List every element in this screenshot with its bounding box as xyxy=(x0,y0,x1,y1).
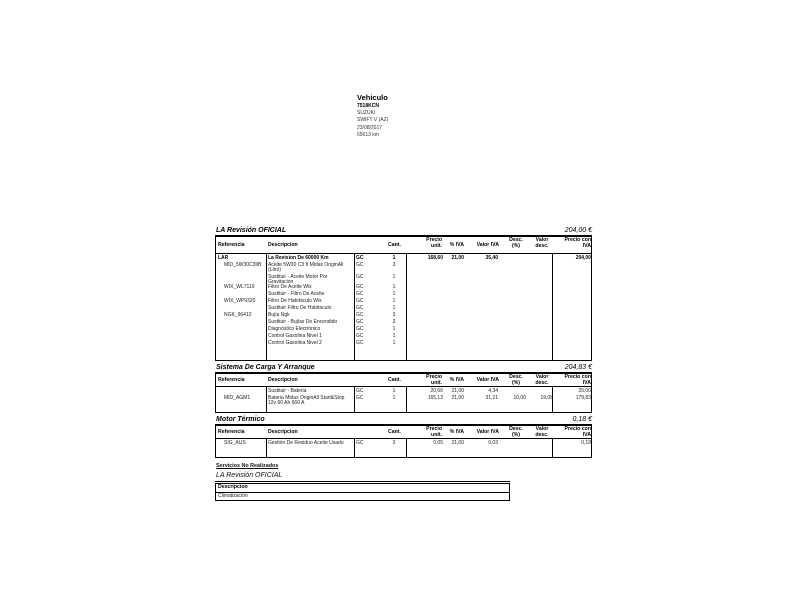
cell-pct: 21,00 xyxy=(451,440,464,446)
col-header-descripcion: Descripcion xyxy=(218,484,248,490)
section-title-motor: Motor Térmico xyxy=(216,416,265,423)
col-header-dpct: Desc. (%) xyxy=(509,237,523,249)
table-row xyxy=(216,441,591,454)
cell-ref: WIX_WP9320 xyxy=(224,298,256,304)
vehicle-date: 23/08/2017 xyxy=(357,124,383,131)
cell-cant: 1 xyxy=(392,340,396,346)
table-row xyxy=(216,341,591,348)
cell-pct: 21,00 xyxy=(451,255,464,261)
table-header xyxy=(216,237,591,254)
vehicle-brand: SUZUKI xyxy=(357,110,376,117)
cell-desc: Control Gasolina Nivel 1 xyxy=(268,333,322,339)
cell-gc: GC xyxy=(356,395,364,401)
col-header-iva: Valor IVA xyxy=(476,241,499,248)
col-header-ref: Referencia xyxy=(218,241,245,248)
col-header-precio: Precio unit. xyxy=(426,374,442,386)
cell-gc: GC xyxy=(356,305,364,311)
col-header-desc: Descripcion xyxy=(268,376,298,383)
col-header-cant: Cant. xyxy=(388,376,401,383)
cell-precio: 0,05 xyxy=(433,440,443,446)
cell-gc: GC xyxy=(356,262,364,268)
col-header-pct: % IVA xyxy=(449,376,464,383)
col-header-total: Precio con IVA xyxy=(564,426,591,438)
cell-cant: 3 xyxy=(392,262,396,268)
cell-desc: Control Gasolina Nivel 2 xyxy=(268,340,322,346)
cell-dval: 19,08 xyxy=(540,395,553,401)
col-header-precio: Precio unit. xyxy=(426,426,442,438)
cell-total: 25,00 xyxy=(578,388,591,394)
cell-desc: Sustituir - Aceite Motor Por Gravitacion xyxy=(268,274,328,286)
cell-gc: GC xyxy=(356,319,364,325)
cell-cant: 1 xyxy=(392,274,396,280)
cell-desc: Bujía Ngk xyxy=(268,312,290,318)
col-header-cant: Cant. xyxy=(388,241,401,248)
cell-desc: Sustituir - Bujías De Encendido xyxy=(268,319,338,325)
cell-gc: GC xyxy=(356,440,364,446)
section-divider xyxy=(215,481,510,482)
col-header-pct: % IVA xyxy=(449,241,464,248)
cell-cant: 1 xyxy=(392,388,396,394)
cell-desc: Filtro De Aceite Wix xyxy=(268,284,312,290)
cell-cant: 1 xyxy=(392,284,396,290)
not-done-title: LA Revisión OFICIAL xyxy=(216,472,283,479)
vehicle-title: Vehiculo xyxy=(357,93,388,102)
cell-gc: GC xyxy=(356,312,364,318)
cell-gc: GC xyxy=(356,274,364,280)
vehicle-info xyxy=(357,92,388,139)
cell-total: 179,83 xyxy=(575,395,591,401)
cell-desc: La Revision De 60000 Km xyxy=(268,255,329,261)
cell-cant: 3 xyxy=(392,319,396,325)
section-title-carga: Sistema De Carga Y Arranque xyxy=(216,364,315,371)
cell-cant: 3 xyxy=(392,312,396,318)
col-header-ref: Referencia xyxy=(218,428,245,435)
vehicle-plate: 7518KCN xyxy=(357,103,379,109)
cell-ref: NGK_96412 xyxy=(224,312,252,318)
col-header-precio: Precio unit. xyxy=(426,237,442,249)
col-header-pct: % IVA xyxy=(449,428,464,435)
table-row xyxy=(216,396,591,409)
cell-desc: Aceite 5W30 C3 II Midas OriginAll (Litro) xyxy=(268,262,344,274)
cell-gc: GC xyxy=(356,333,364,339)
cell-cant: 1 xyxy=(392,326,396,332)
cell-iva: 31,21 xyxy=(485,395,498,401)
col-header-dpct: Desc. (%) xyxy=(509,426,523,438)
section-total-motor: 0,18 € xyxy=(572,416,592,423)
cell-cant: 1 xyxy=(392,298,396,304)
cell-precio: 168,60 xyxy=(427,255,443,261)
col-header-ref: Referencia xyxy=(218,376,245,383)
cell-ref: WIX_WL7119 xyxy=(224,284,255,290)
vehicle-km: 65613 km xyxy=(357,131,379,138)
section-title-revision: LA Revisión OFICIAL xyxy=(216,227,287,234)
cell-iva: 0,03 xyxy=(488,440,498,446)
col-header-total: Precio con IVA xyxy=(564,374,591,386)
section-total-carga: 204,83 € xyxy=(564,364,592,371)
cell-ref: MID_5W30C3IIB xyxy=(224,262,262,268)
col-header-total: Precio con IVA xyxy=(564,237,591,249)
col-header-desc: Descripcion xyxy=(268,428,298,435)
cell-gc: GC xyxy=(356,326,364,332)
col-header-iva: Valor IVA xyxy=(476,428,499,435)
cell-ref: MID_AGM1 xyxy=(224,395,251,401)
col-header-dpct: Desc. (%) xyxy=(509,374,523,386)
table-header xyxy=(216,374,591,387)
cell-cant: 1 xyxy=(392,255,396,261)
cell-desc: Diagnóstico Electrónico xyxy=(268,326,321,332)
table-revision xyxy=(215,236,592,361)
cell-precio: 165,13 xyxy=(427,395,443,401)
col-header-cant: Cant. xyxy=(388,428,401,435)
table-not-done xyxy=(215,483,510,501)
cell-cant: 1 xyxy=(392,333,396,339)
cell-gc: GC xyxy=(356,388,364,394)
cell-total: 204,00 xyxy=(575,255,591,261)
cell-gc: GC xyxy=(356,298,364,304)
cell-desc: Sustituir - Filtro De Aceite xyxy=(268,291,325,297)
cell-gc: GC xyxy=(356,284,364,290)
table-carga xyxy=(215,373,592,413)
col-header-dval: Valor desc. xyxy=(535,374,549,386)
section-total-revision: 204,00 € xyxy=(564,227,592,234)
table-header xyxy=(216,426,591,439)
table-motor xyxy=(215,425,592,458)
col-header-dval: Valor desc. xyxy=(535,237,549,249)
cell-dpct: 10,00 xyxy=(513,395,526,401)
cell-cant: 3 xyxy=(392,440,396,446)
cell-total: 0,18 xyxy=(581,440,591,446)
cell-cant: 1 xyxy=(392,305,396,311)
cell-cant: 1 xyxy=(392,291,396,297)
cell-ref: SIG_AUS xyxy=(224,440,246,446)
cell-iva: 4,34 xyxy=(488,388,498,394)
cell-desc: Bateria Midas OriginAll Start&Stop 12v 60 Ah 660 A xyxy=(268,395,345,407)
not-done-label: Servicios No Realizados xyxy=(216,463,279,469)
cell-precio: 20,66 xyxy=(430,388,443,394)
cell-iva: 35,40 xyxy=(485,255,498,261)
col-header-desc: Descripcion xyxy=(268,241,298,248)
vehicle-model: SWIFT V (AZ) xyxy=(357,117,389,124)
cell-cant: 1 xyxy=(392,395,396,401)
cell-pct: 21,00 xyxy=(451,395,464,401)
cell-gc: GC xyxy=(356,340,364,346)
not-done-item: Climatización xyxy=(218,493,248,499)
cell-gc: GC xyxy=(356,291,364,297)
cell-ref: LAR xyxy=(218,255,229,261)
cell-desc: Gestión De Residuo Aceite Usado xyxy=(268,440,344,446)
cell-desc: Sustituir - Bateria xyxy=(268,388,307,394)
cell-gc: GC xyxy=(356,255,364,261)
cell-pct: 21,00 xyxy=(451,388,464,394)
col-header-dval: Valor desc. xyxy=(535,426,549,438)
cell-desc: Sustituir Filtro De Habitaculo xyxy=(268,305,332,311)
cell-desc: Filtro De Habitáculo Wix xyxy=(268,298,322,304)
col-header-iva: Valor IVA xyxy=(476,376,499,383)
